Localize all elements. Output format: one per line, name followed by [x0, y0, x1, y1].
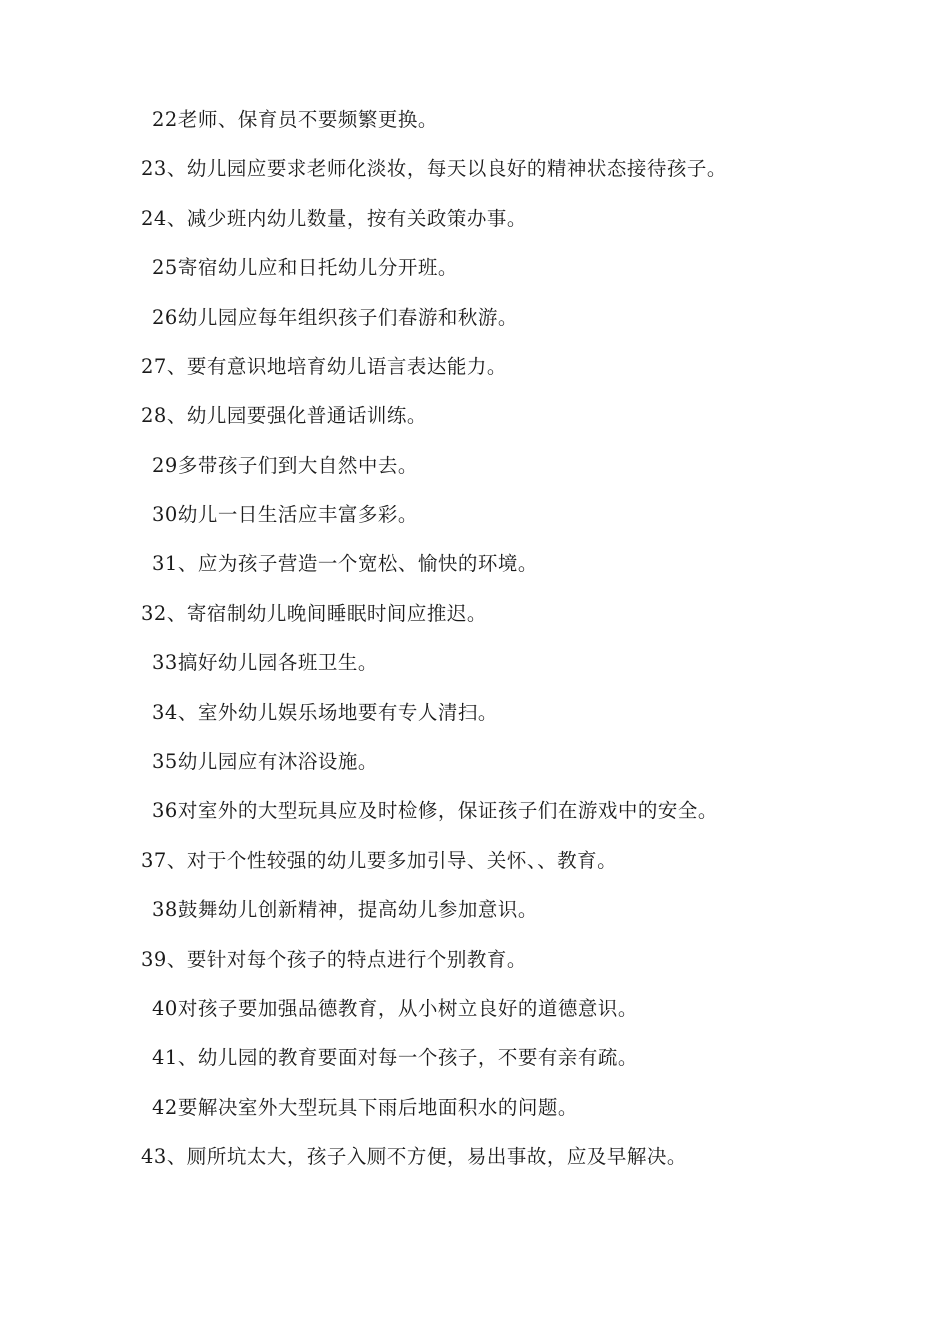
document-line: 29多带孩子们到大自然中去。	[152, 454, 418, 477]
document-line: 40对孩子要加强品德教育，从小树立良好的道德意识。	[152, 997, 638, 1020]
document-line: 30幼儿一日生活应丰富多彩。	[152, 503, 418, 526]
document-line: 24、减少班内幼儿数量，按有关政策办事。	[141, 207, 527, 230]
document-line: 23、幼儿园应要求老师化淡妆，每天以良好的精神状态接待孩子。	[141, 157, 727, 180]
document-line: 37、对于个性较强的幼儿要多加引导、关怀、、教育。	[141, 849, 618, 872]
document-line: 39、要针对每个孩子的特点进行个别教育。	[141, 948, 527, 971]
document-line: 42要解决室外大型玩具下雨后地面积水的问题。	[152, 1096, 578, 1119]
document-line: 43、厕所坑太大，孩子入厕不方便，易出事故，应及早解决。	[141, 1145, 687, 1168]
document-line: 28、幼儿园要强化普通话训练。	[141, 404, 427, 427]
document-line: 31、应为孩子营造一个宽松、愉快的环境。	[152, 552, 538, 575]
document-line: 36对室外的大型玩具应及时检修，保证孩子们在游戏中的安全。	[152, 799, 718, 822]
document-line: 27、要有意识地培育幼儿语言表达能力。	[141, 355, 507, 378]
document-line: 26幼儿园应每年组织孩子们春游和秋游。	[152, 306, 518, 329]
document-line: 22老师、保育员不要频繁更换。	[152, 108, 438, 131]
document-line: 38鼓舞幼儿创新精神，提高幼儿参加意识。	[152, 898, 538, 921]
document-line: 32、寄宿制幼儿晚间睡眠时间应推迟。	[141, 602, 487, 625]
document-line: 35幼儿园应有沐浴设施。	[152, 750, 378, 773]
document-line: 41、幼儿园的教育要面对每一个孩子，不要有亲有疏。	[152, 1046, 638, 1069]
document-line: 25寄宿幼儿应和日托幼儿分开班。	[152, 256, 458, 279]
document-line: 34、室外幼儿娱乐场地要有专人清扫。	[152, 701, 498, 724]
document-line: 33搞好幼儿园各班卫生。	[152, 651, 378, 674]
